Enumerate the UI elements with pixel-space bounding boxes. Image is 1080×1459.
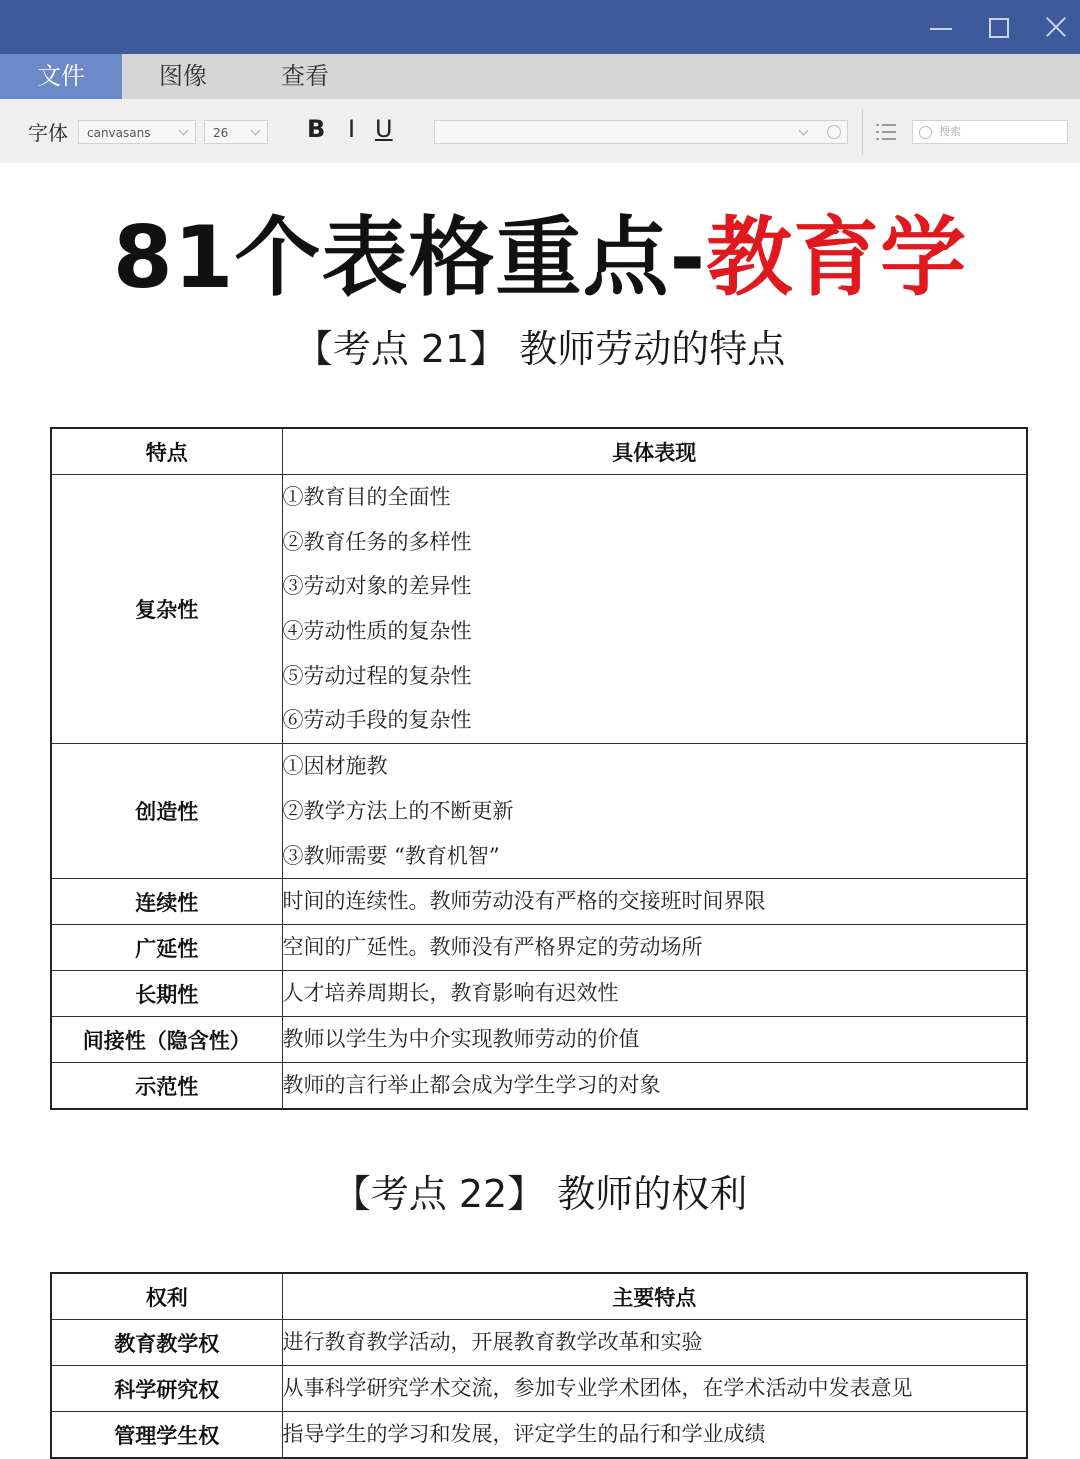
table-row [51, 1017, 1027, 1063]
search-placeholder: 搜索 [939, 125, 961, 138]
toolbar-divider [862, 109, 863, 155]
row-value-line: ①教育目的全面性 [282, 485, 451, 509]
table-row [51, 971, 1027, 1017]
row-value-line: 进行教育教学活动，开展教育教学改革和实验 [282, 1330, 703, 1355]
row-value-line: 从事科学研究学术交流，参加专业学术团体，在学术活动中发表意见 [282, 1376, 913, 1401]
maximize-icon[interactable] [980, 10, 1016, 44]
row-value-line: 时间的连续性。教师劳动没有严格的交接班时间界限 [282, 889, 766, 914]
row-value [282, 744, 1027, 879]
row-key: 创造性 [51, 744, 282, 879]
row-value [282, 1366, 1027, 1412]
page-title [0, 188, 1080, 312]
font-size-select[interactable] [204, 120, 268, 144]
bold-button[interactable]: B [307, 115, 326, 143]
row-value-line: ④劳动性质的复杂性 [282, 619, 472, 644]
table-row [51, 475, 1027, 744]
style-select[interactable] [434, 120, 848, 144]
teacher-rights-table [50, 1272, 1028, 1459]
menu-bar [0, 54, 1080, 99]
row-value-line: 人才培养周期长，教育影响有迟效性 [282, 981, 619, 1006]
minimize-icon[interactable] [922, 10, 958, 44]
row-value-line: ②教育任务的多样性 [282, 529, 472, 554]
row-key: 教育教学权 [51, 1320, 282, 1366]
table-header: 权利 [51, 1273, 282, 1320]
table-body [51, 475, 1027, 1110]
row-key: 广延性 [51, 925, 282, 971]
list-icon[interactable] [876, 123, 896, 141]
row-key: 长期性 [51, 971, 282, 1017]
menu-file[interactable]: 文件 [0, 54, 122, 99]
row-value [282, 925, 1027, 971]
underline-button[interactable]: U [375, 115, 393, 143]
page-title-accent: 教育学 [706, 208, 968, 308]
font-family-select[interactable] [78, 120, 196, 144]
row-key: 连续性 [51, 879, 282, 925]
toolbar [0, 99, 1080, 163]
table-row [51, 1412, 1027, 1459]
row-key: 科学研究权 [51, 1366, 282, 1412]
window-titlebar [0, 0, 1080, 54]
row-key: 复杂性 [51, 475, 282, 744]
section-title: 【考点 21】 教师劳动的特点 [294, 327, 786, 371]
row-key: 示范性 [51, 1063, 282, 1110]
table-header: 具体表现 [282, 428, 1027, 475]
row-value [282, 475, 1027, 744]
chevron-down-icon [799, 126, 809, 136]
search-icon [919, 126, 932, 139]
teacher-labor-table [50, 427, 1028, 1110]
row-key: 管理学生权 [51, 1412, 282, 1459]
row-value-line: 教师的言行举止都会成为学生学习的对象 [282, 1073, 661, 1098]
font-label: 字体 [28, 121, 68, 145]
search-input[interactable] [912, 120, 1068, 144]
font-family-value: canvasans [87, 126, 151, 140]
table-body [51, 1320, 1027, 1459]
table-row [51, 1320, 1027, 1366]
table-row [51, 1366, 1027, 1412]
table-row [51, 879, 1027, 925]
row-value-line: ⑥劳动手段的复杂性 [282, 708, 472, 733]
font-size-value: 26 [213, 126, 229, 140]
row-value [282, 1320, 1027, 1366]
section-title: 【考点 22】 教师的权利 [332, 1172, 748, 1216]
table-row [51, 744, 1027, 879]
menu-image[interactable]: 图像 [159, 62, 207, 90]
row-value [282, 1017, 1027, 1063]
row-value-line: ③劳动对象的差异性 [282, 574, 472, 599]
row-value-line: 指导学生的学习和发展，评定学生的品行和学业成绩 [282, 1422, 766, 1447]
row-key: 间接性（隐含性） [51, 1017, 282, 1063]
table-header: 主要特点 [282, 1273, 1027, 1320]
menu-view[interactable]: 查看 [281, 62, 329, 90]
row-value-line: 空间的广延性。教师没有严格界定的劳动场所 [282, 935, 703, 960]
row-value-line: 教师以学生为中介实现教师劳动的价值 [282, 1027, 640, 1052]
row-value-line: ③教师需要 “教育机智” [282, 843, 500, 868]
refresh-icon[interactable] [827, 125, 841, 139]
table-header: 特点 [51, 428, 282, 475]
row-value [282, 971, 1027, 1017]
row-value-line: ①因材施教 [282, 754, 388, 779]
italic-button[interactable]: I [348, 115, 356, 143]
row-value [282, 879, 1027, 925]
row-value [282, 1412, 1027, 1459]
page-title-main: 81个表格重点- [112, 208, 707, 308]
chevron-down-icon [179, 126, 189, 136]
table-row [51, 925, 1027, 971]
chevron-down-icon [251, 126, 261, 136]
row-value [282, 1063, 1027, 1110]
table-row [51, 1063, 1027, 1110]
close-icon[interactable] [1038, 10, 1074, 44]
row-value-line: ⑤劳动过程的复杂性 [282, 663, 472, 688]
row-value-line: ②教学方法上的不断更新 [282, 798, 514, 823]
